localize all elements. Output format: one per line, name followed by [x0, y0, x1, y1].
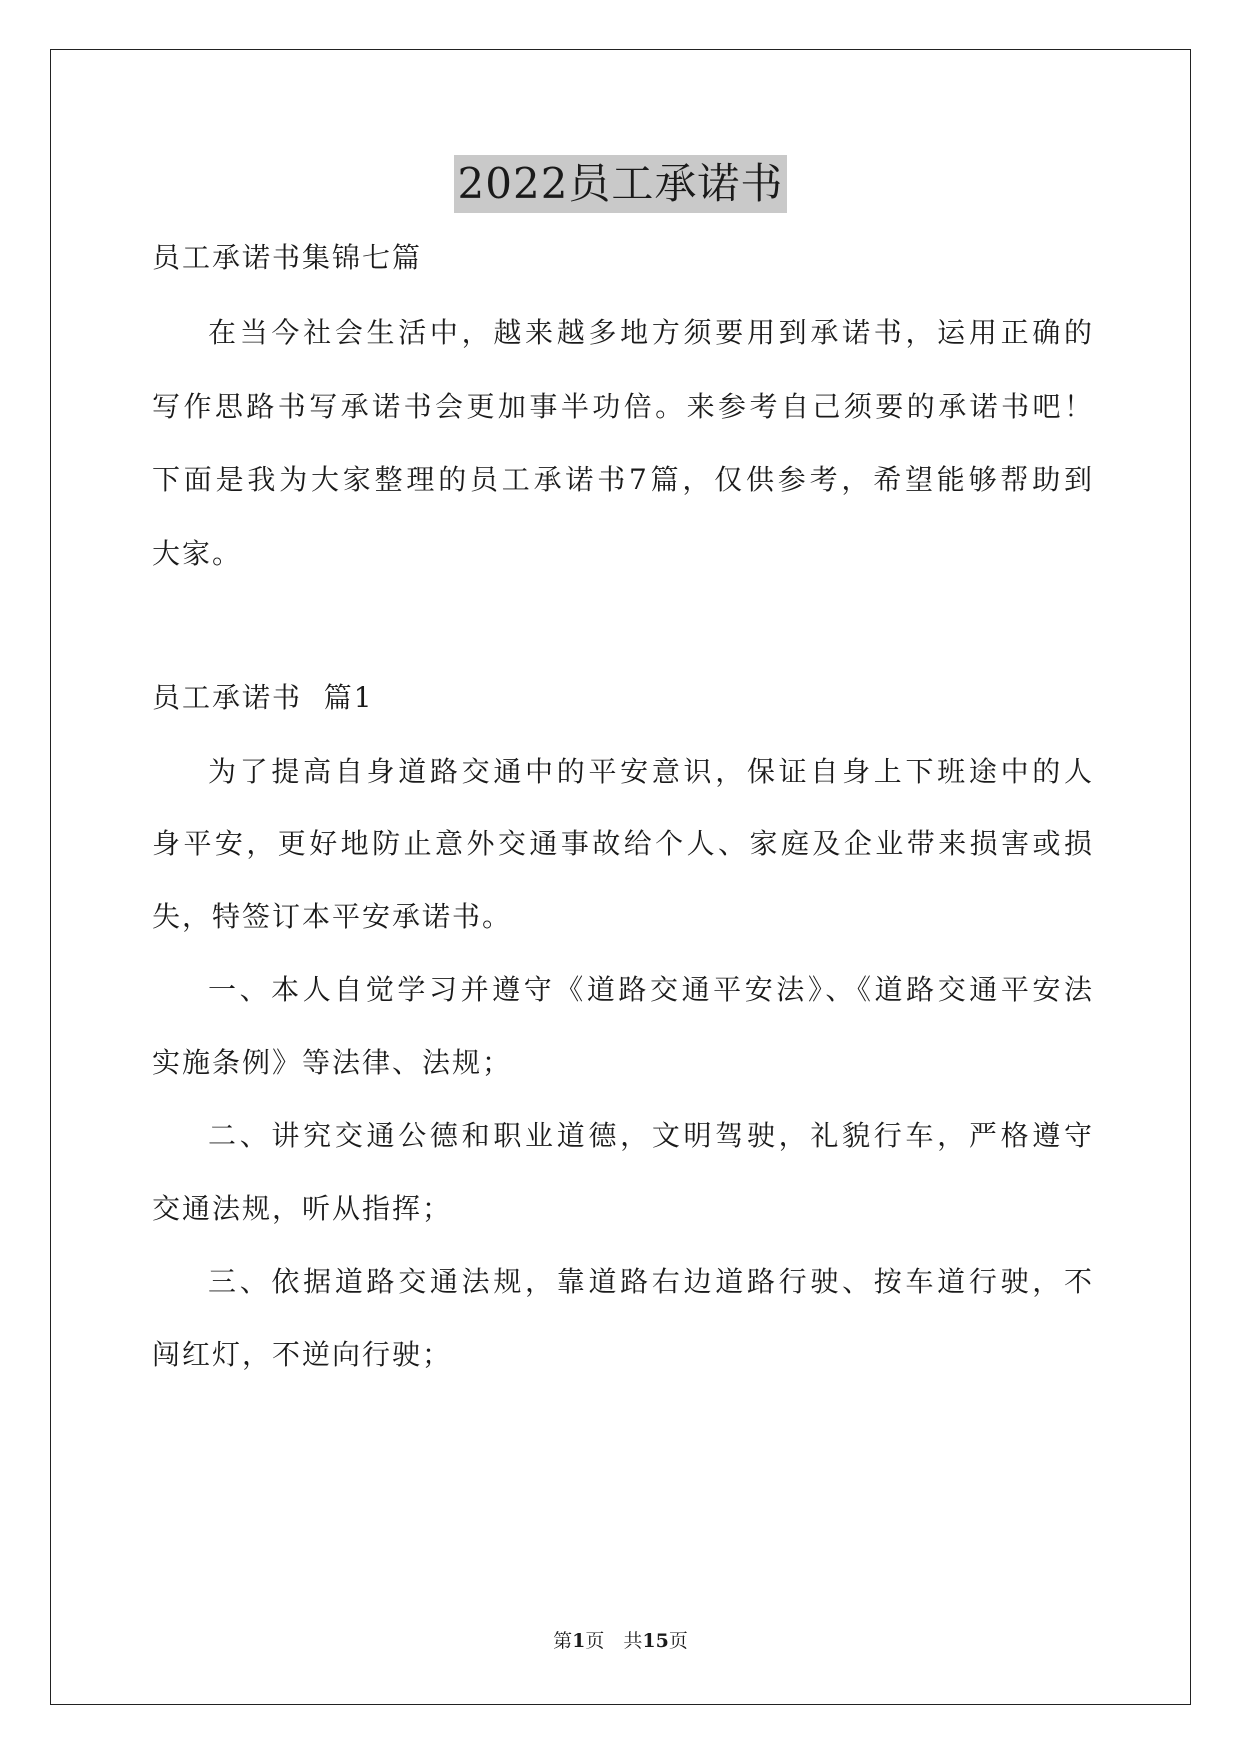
document-subtitle: 员工承诺书集锦七篇	[152, 241, 423, 274]
footer-suffix: 页	[668, 1630, 688, 1652]
intro-line-2: 写作思路书写承诺书会更加事半功倍。来参考自己须要的承诺书吧！	[152, 390, 1092, 423]
clause-3-line-2: 闯红灯，不逆向行驶；	[152, 1338, 453, 1371]
intro-line-3: 下面是我为大家整理的员工承诺书7篇，仅供参考，希望能够帮助到	[152, 463, 1092, 496]
page-footer	[0, 1629, 1241, 1653]
section-line-2: 身平安，更好地防止意外交通事故给个人、家庭及企业带来损害或损	[152, 827, 1092, 860]
section-heading: 员工承诺书 篇1	[152, 681, 374, 714]
clause-3-line-1: 三、依据道路交通法规，靠道路右边道路行驶、按车道行驶，不	[208, 1265, 1092, 1298]
clause-1-line-2: 实施条例》等法律、法规；	[152, 1046, 513, 1079]
footer-prefix: 第	[553, 1630, 573, 1652]
document-title: 2022员工承诺书	[454, 155, 788, 213]
intro-line-1: 在当今社会生活中，越来越多地方须要用到承诺书，运用正确的	[208, 316, 1092, 349]
current-page-number: 1	[572, 1630, 586, 1652]
section-line-1: 为了提高自身道路交通中的平安意识，保证自身上下班途中的人	[208, 755, 1092, 788]
section-line-3: 失，特签订本平安承诺书。	[152, 900, 513, 933]
title-container	[0, 155, 1241, 213]
total-page-count: 15	[642, 1630, 669, 1652]
clause-2-line-2: 交通法规，听从指挥；	[152, 1192, 453, 1225]
intro-line-4: 大家。	[152, 537, 243, 570]
page-border	[50, 49, 1191, 1705]
clause-1-line-1: 一、本人自觉学习并遵守《道路交通平安法》、《道路交通平安法	[208, 973, 1092, 1006]
footer-middle: 页 共	[585, 1630, 643, 1652]
clause-2-line-1: 二、讲究交通公德和职业道德，文明驾驶，礼貌行车，严格遵守	[208, 1119, 1092, 1152]
